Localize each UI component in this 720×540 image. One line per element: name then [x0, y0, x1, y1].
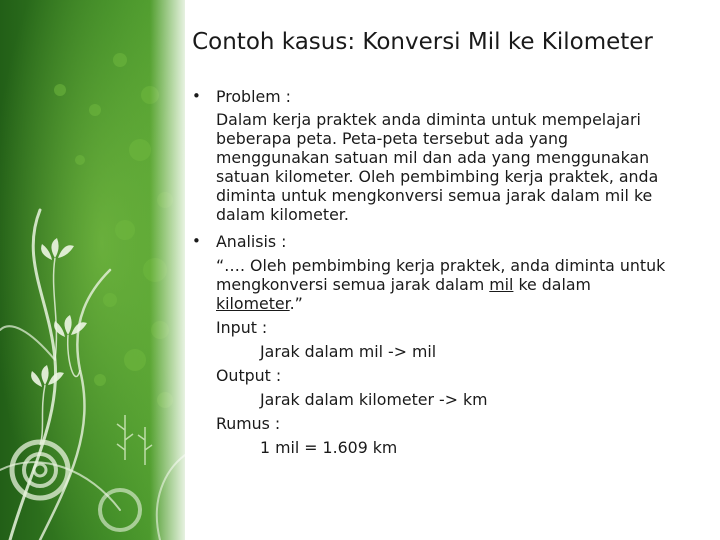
quote-text: mengkonversi semua jarak dalam [216, 275, 490, 294]
problem-line: dalam kilometer. [216, 205, 349, 224]
input-value: Jarak dalam mil -> mil [260, 342, 437, 361]
slide-title: Contoh kasus: Konversi Mil ke Kilometer [192, 29, 653, 55]
analisis-quote-line [216, 294, 303, 313]
quote-underlined-mil: mil [489, 275, 514, 294]
analisis-quote-line: “…. Oleh pembimbing kerja praktek, anda diminta untuk [216, 256, 666, 275]
problem-line: satuan kilometer. Oleh pembimbing kerja praktek, anda [216, 167, 659, 186]
problem-line: diminta untuk mengkonversi semua jarak dalam mil ke [216, 186, 653, 205]
quote-underlined-kilometer: kilometer [216, 294, 290, 313]
problem-heading: Problem : [216, 87, 291, 106]
quote-text: ke dalam [513, 275, 591, 294]
bullet-marker: • [192, 232, 201, 250]
quote-text: .” [289, 294, 303, 313]
decorative-green-panel [0, 0, 185, 540]
bullet-marker: • [192, 87, 201, 105]
analisis-heading: Analisis : [216, 232, 287, 251]
problem-line: menggunakan satuan mil dan ada yang menggunakan [216, 148, 650, 167]
floral-swirl-art [0, 0, 185, 540]
input-label: Input : [216, 318, 268, 337]
problem-line: Dalam kerja praktek anda diminta untuk mempelajari [216, 110, 641, 129]
formula-value: 1 mil = 1.609 km [260, 438, 398, 457]
output-value: Jarak dalam kilometer -> km [260, 390, 488, 409]
formula-label: Rumus : [216, 414, 281, 433]
problem-line: beberapa peta. Peta-peta tersebut ada yang [216, 129, 569, 148]
output-label: Output : [216, 366, 282, 385]
analisis-quote-line [216, 275, 591, 294]
